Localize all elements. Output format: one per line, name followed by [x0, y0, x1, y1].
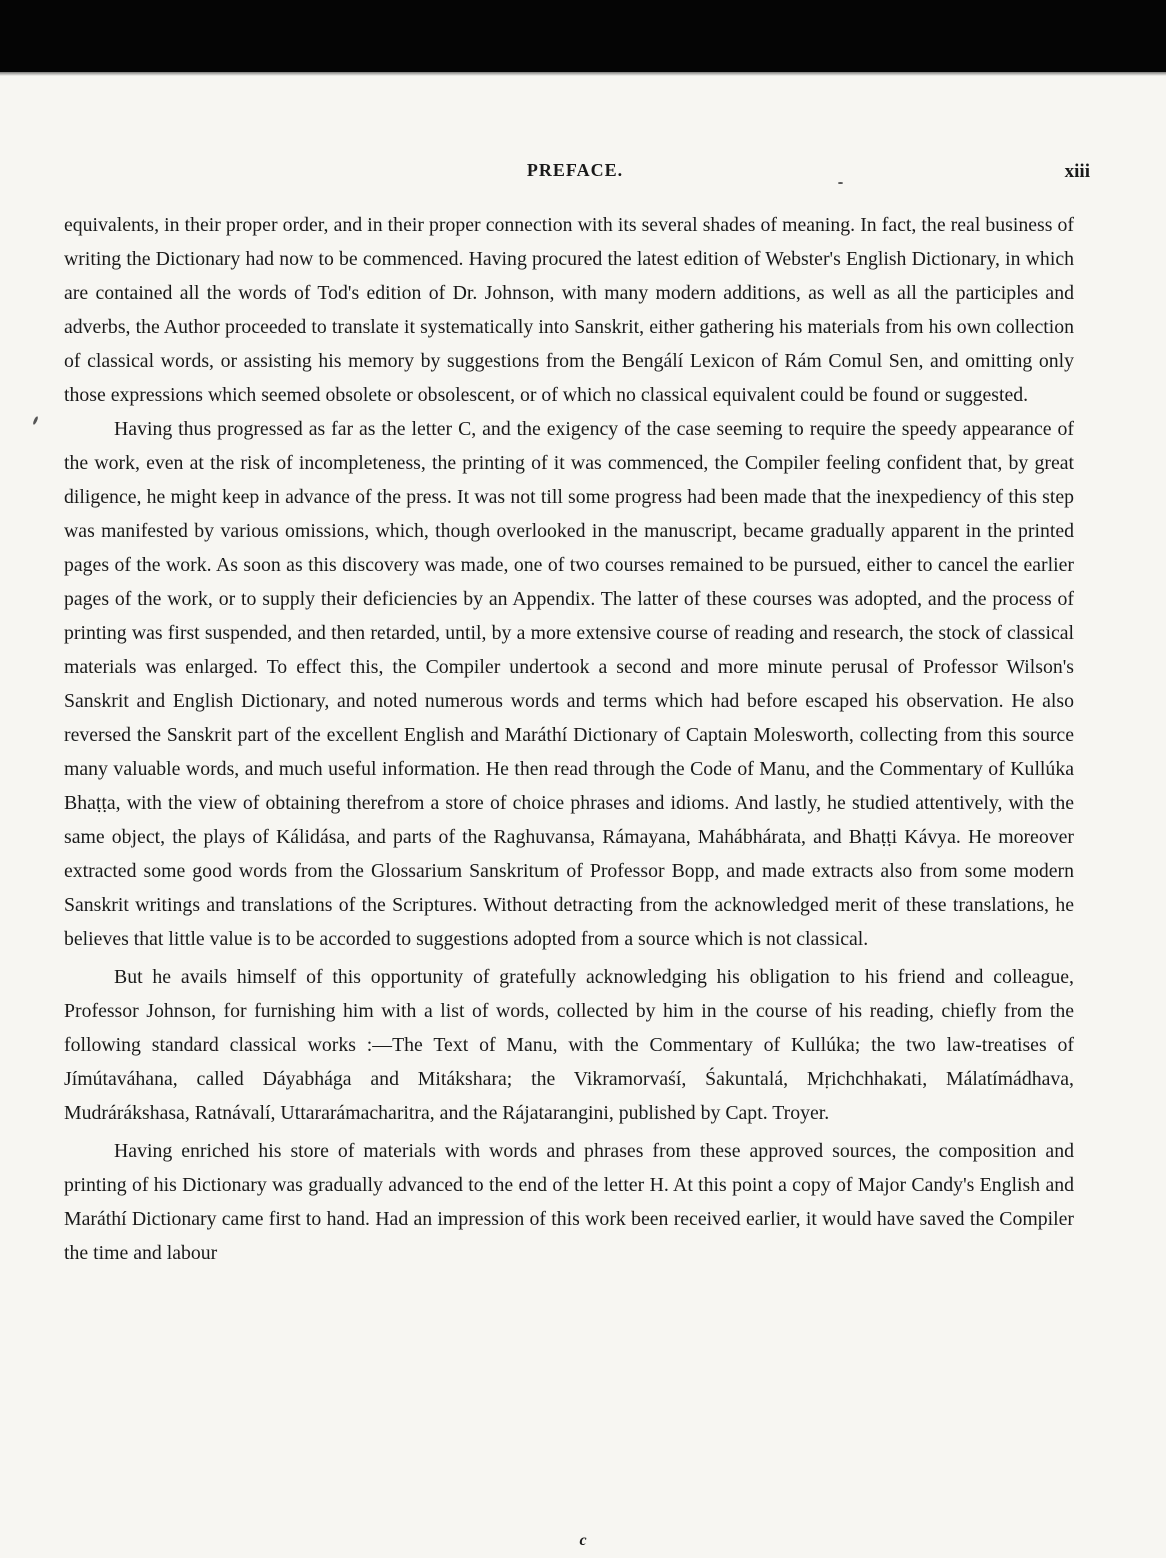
page-title: PREFACE. [526, 160, 624, 180]
body-text [64, 208, 1074, 1270]
paragraph-2: Having thus progressed as far as the letter C, and the exigency of the case seeming to require the speedy appearance of the work, even at the risk of incompleteness, the printing of it was commenced, the Compiler feeling confident that, by great diligence, he might keep in advance of the press. It was not till some progress had been made that the inexpediency of this step was manifested by various omissions, which, though overlooked in the manuscript, became gradually apparent in the printed pages of the work. As soon as this discovery was made, one of two courses remained to be pursued, either to cancel the earlier pages of the work, or to supply their deficiencies by an Appendix. The latter of these courses was adopted, and the process of printing was first suspended, and then retarded, until, by a more extensive course of reading and research, the stock of classical materials was enlarged. To effect this, the Compiler undertook a second and more minute perusal of Professor Wilson's Sanskrit and English Dictionary, and noted numerous words and terms which had before escaped his observation. He also reversed the Sanskrit part of the excellent English and Maráthí Dictionary of Captain Molesworth, collecting from this source many valuable words, and much useful information. He then read through the Code of Manu, and the Commentary of Kullúka Bhaṭṭa, with the view of obtaining therefrom a store of choice phrases and idioms. And lastly, he studied attentively, with the same object, the plays of Kálidása, and parts of the Raghuvansa, Rámayana, Mahábhárata, and Bhaṭṭi Kávya. He moreover extracted some good words from the Glossarium Sanskritum of Professor Bopp, and made extracts also from some modern Sanskrit writings and translations of the Scriptures. Without detracting from the acknowledged merit of these translations, he believes that little value is to be accorded to suggestions adopted from a source which is not classical. [64, 418, 1074, 950]
scan-speck [838, 182, 843, 184]
signature-mark: c [579, 1532, 587, 1549]
scanner-band-edge [0, 68, 1166, 76]
running-head [60, 160, 1090, 186]
scan-speck [32, 416, 39, 425]
scanner-dark-band [0, 0, 1166, 72]
paragraph-1: equivalents, in their proper order, and in their proper connection with its several shades of meaning. In fact, the real business of writing the Dictionary had now to be commenced. Having procured the latest edition of Webster's English Dictionary, in which are contained all the words of Tod's edition of Dr. Johnson, with many modern additions, as well as all the participles and adverbs, the Author proceeded to translate it systematically into Sanskrit, either gathering his materials from his own collection of classical words, or assisting his memory by suggestions from the Bengálí Lexicon of Rám Comul Sen, and omitting only those expressions which seemed obsolete or obsolescent, or of which no classical equivalent could be found or suggested. [64, 214, 1074, 406]
paragraph-3: But he avails himself of this opportunity of gratefully acknowledging his obligation to his friend and colleague, Professor Johnson, for furnishing him with a list of words, collected by him in the course of his reading, chiefly from the following standard classical works :—The Text of Manu, with the Commentary of Kullúka; the two law-treatises of Jímútaváhana, called Dáyabhága and Mitákshara; the Vikramorvaśí, Śakuntalá, Mṛichchhakati, Málatímádhava, Mudrárákshasa, Ratnávalí, Uttararámacharitra, and the Rájatarangini, published by Capt. Troyer. [64, 966, 1074, 1124]
page-number: xiii [1064, 161, 1090, 182]
paragraph-4: Having enriched his store of materials with words and phrases from these approved sources, the composition and printing of his Dictionary was gradually advanced to the end of the letter H. At this point a copy of Major Candy's English and Maráthí Dictionary came first to hand. Had an impression of this work been received earlier, it would have saved the Compiler the time and labour [64, 1140, 1074, 1264]
